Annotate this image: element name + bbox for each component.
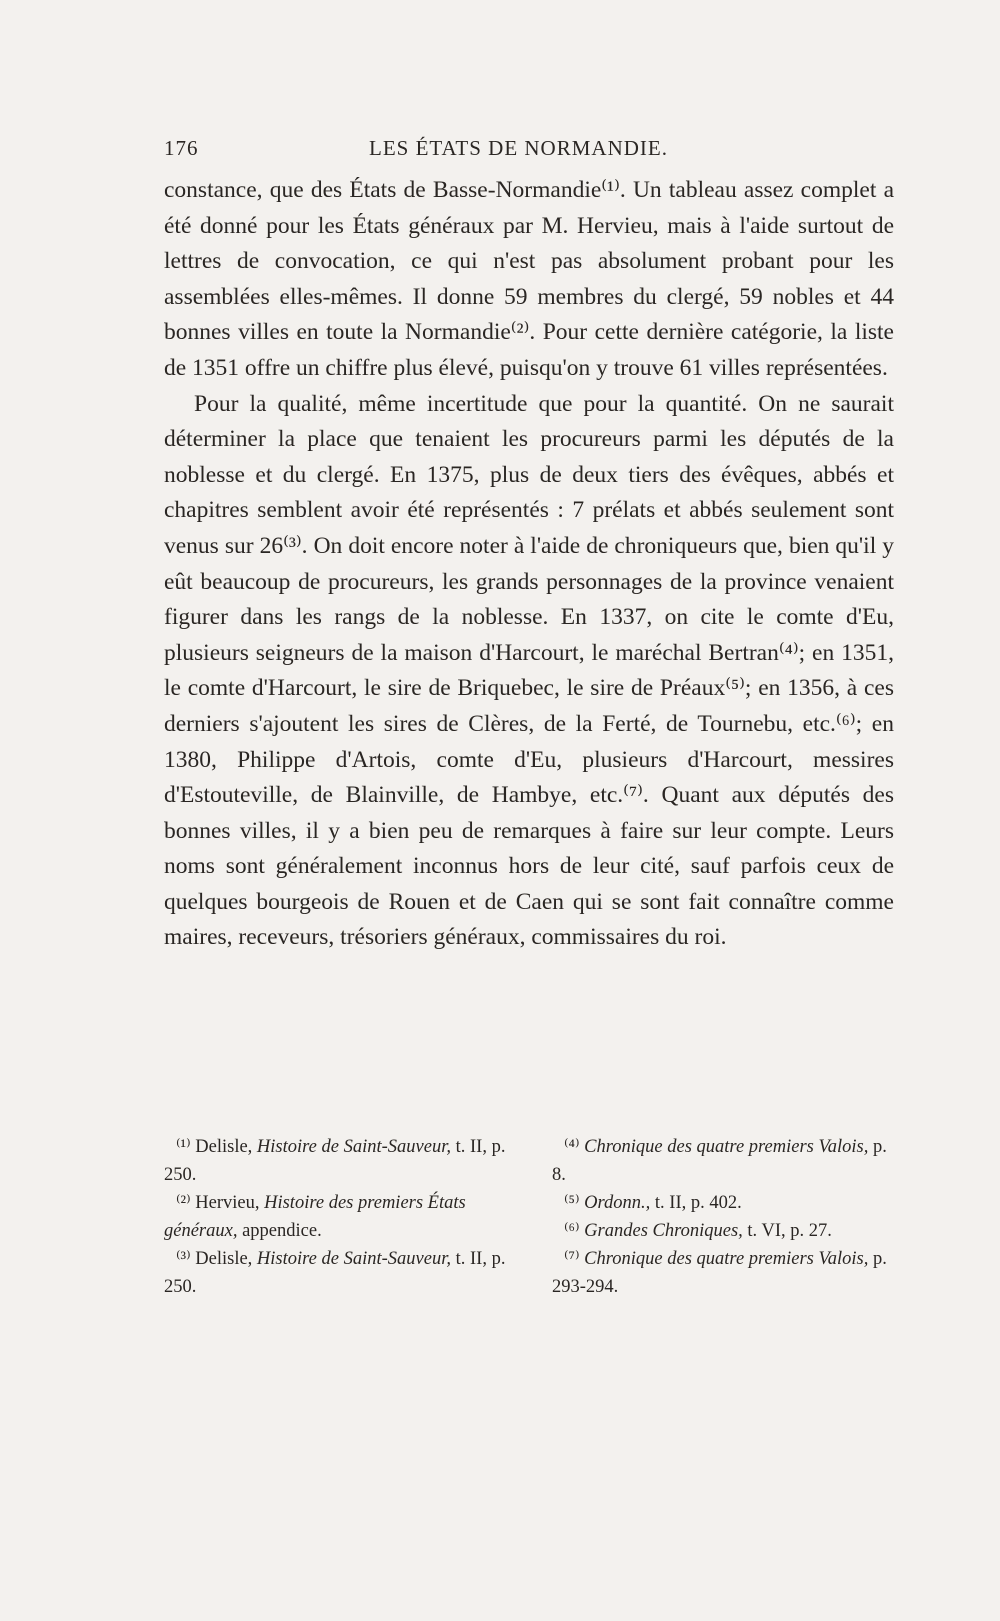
paragraph-2: Pour la qualité, même incertitude que pour la quantité. On ne saurait déterminer la place que tenaient les procureurs parmi les députés de la noblesse et du clergé. En 1375, plus de deux tiers des évêques, abbés et chapitres semblent avoir été représentés : 7 prélats et abbés seulement sont venus sur 26⁽³⁾. On doit encore noter à l'aide de chroniqueurs que, bien qu'il y eût beaucoup de procureurs, les grands personnages de la province venaient figurer dans les rangs de la noblesse. En 1337, on cite le comte d'Eu, plusieurs seigneurs de la maison d'Harcourt, le maréchal Bertran⁽⁴⁾; en 1351, le comte d'Harcourt, le sire de Briquebec, le sire de Préaux⁽⁵⁾; en 1356, à ces derniers s'ajoutent les sires de Clères, de la Ferté, de Tournebu, etc.⁽⁶⁾; en 1380, Philippe d'Artois, comte d'Eu, plusieurs d'Harcourt, messires d'Estouteville, de Blainville, de Hambye, etc.⁽⁷⁾. Quant aux députés des bonnes villes, il y a bien peu de remarques à faire sur leur compte. Leurs noms sont généralement inconnus hors de leur cité, sauf parfois ceux de quelques bourgeois de Rouen et de Caen qui se sont fait connaître comme maires, receveurs, trésoriers généraux, commissaires du roi.: [164, 390, 894, 951]
footnote-6: [552, 1217, 900, 1245]
footnote-title: Grandes Chroniques,: [584, 1221, 743, 1241]
footnote-mark: ⁽³⁾: [176, 1249, 191, 1269]
footnote-mark: ⁽²⁾: [176, 1193, 191, 1213]
footnote-title: Histoire des premiers États généraux,: [164, 1193, 466, 1241]
footnotes-right-column: [552, 1133, 900, 1301]
footnote-title: Histoire de Saint-Sauveur,: [256, 1137, 451, 1157]
footnotes-left-column: [164, 1133, 534, 1301]
footnote-ref: appendice.: [242, 1221, 322, 1241]
running-title: LES ÉTATS DE NORMANDIE.: [369, 136, 668, 160]
footnote-ref: t. II, p. 250.: [164, 1249, 506, 1297]
footnote-title: Ordonn.,: [584, 1193, 651, 1213]
footnote-title: Chronique des quatre premiers Valois,: [584, 1137, 869, 1157]
footnote-ref: t. II, p. 402.: [654, 1193, 742, 1213]
footnote-author: Delisle,: [195, 1249, 253, 1269]
footnote-title: Histoire de Saint-Sauveur,: [256, 1249, 451, 1269]
footnote-mark: ⁽⁷⁾: [564, 1249, 580, 1269]
main-text: [164, 173, 894, 956]
footnote-mark: ⁽¹⁾: [176, 1137, 191, 1157]
page-number: 176: [164, 136, 199, 160]
footnote-3: [164, 1245, 534, 1301]
footnote-2: [164, 1189, 534, 1245]
footnote-ref: t. II, p. 250.: [164, 1137, 506, 1185]
footnote-5: [552, 1189, 900, 1217]
footnote-1: [164, 1133, 534, 1189]
footnote-ref: t. VI, p. 27.: [747, 1221, 832, 1241]
footnote-4: [552, 1133, 900, 1189]
footnote-title: Chronique des quatre premiers Valois,: [584, 1249, 869, 1269]
footnote-ref: p. 293-294.: [552, 1249, 887, 1297]
footnote-mark: ⁽⁶⁾: [564, 1221, 580, 1241]
footnote-author: Hervieu,: [195, 1193, 260, 1213]
footnote-author: Delisle,: [195, 1137, 253, 1157]
footnote-mark: ⁽⁵⁾: [564, 1193, 580, 1213]
footnotes: [164, 1133, 900, 1301]
footnote-ref: p. 8.: [552, 1137, 887, 1185]
footnote-mark: ⁽⁴⁾: [564, 1137, 580, 1157]
footnote-7: [552, 1245, 900, 1301]
paragraph-1: constance, que des États de Basse-Normandie⁽¹⁾. Un tableau assez complet a été donné pour les États généraux par M. Hervieu, mais à l'aide surtout de lettres de convocation, ce qui n'est pas absolument probant pour les assemblées elles-mêmes. Il donne 59 membres du clergé, 59 nobles et 44 bonnes villes en toute la Normandie⁽²⁾. Pour cette dernière catégorie, la liste de 1351 offre un chiffre plus élevé, puisqu'on y trouve 61 villes représentées.: [164, 177, 894, 381]
